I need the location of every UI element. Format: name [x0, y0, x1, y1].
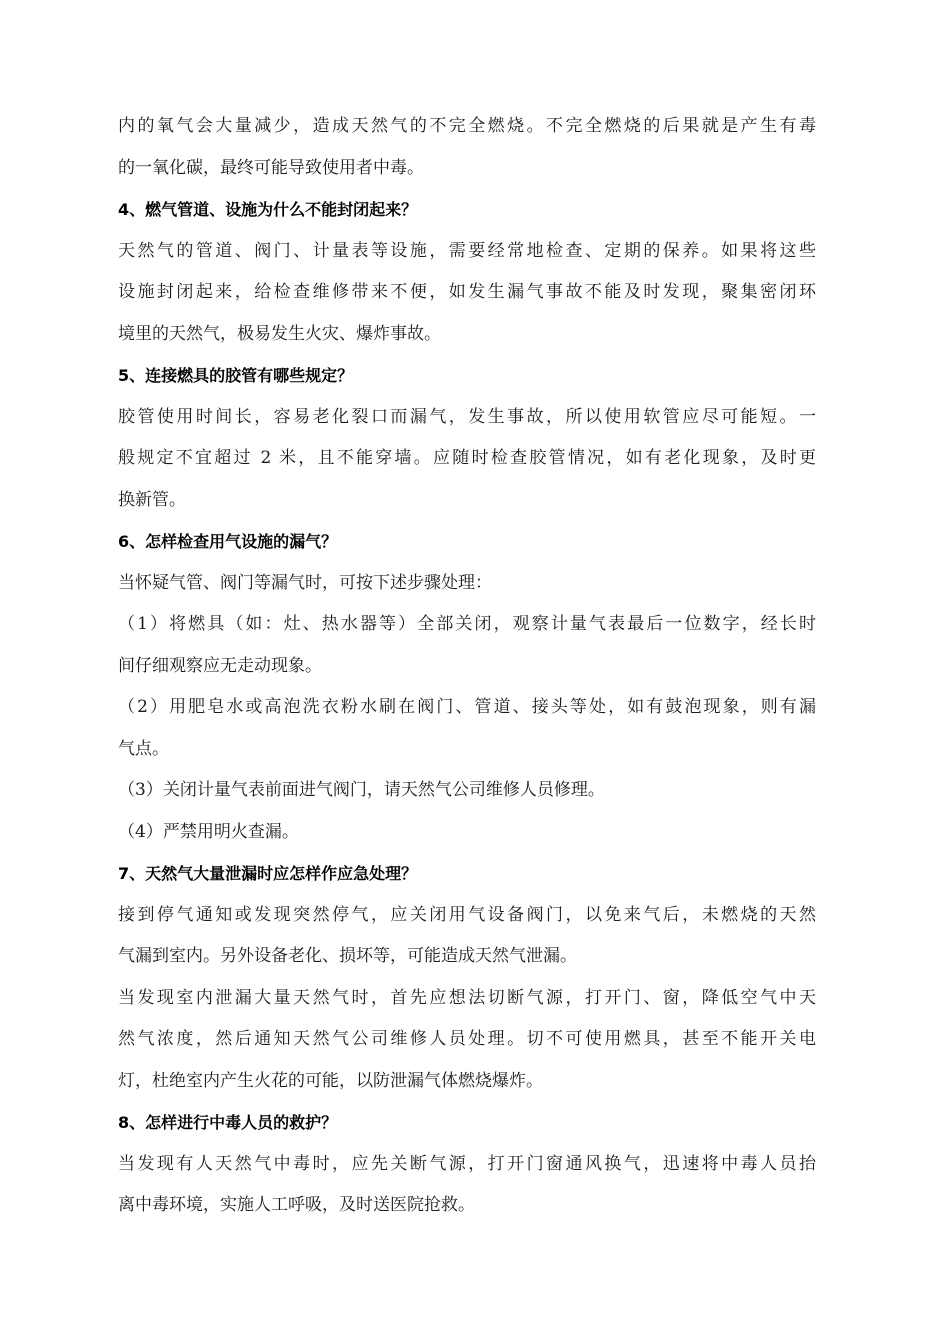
paragraph-line: 灯，杜绝室内产生火花的可能，以防泄漏气体燃烧爆炸。 — [118, 1070, 543, 1091]
paragraph-line: 气漏到室内。另外设备老化、损坏等，可能造成天然气泄漏。 — [118, 946, 577, 966]
section-heading-8: 8、怎样进行中毒人员的救护？ — [118, 1113, 338, 1132]
list-item-line: 气点。 — [118, 738, 169, 759]
paragraph-line: 内的氧气会大量减少，造成天然气的不完全燃烧。不完全燃烧的后果就是产生有毒 — [118, 116, 816, 136]
paragraph-line: 天然气的管道、阀门、计量表等设施，需要经常地检查、定期的保养。如果将这些 — [118, 240, 816, 261]
list-item-line: （4）严禁用明火查漏。 — [118, 821, 299, 842]
paragraph-line: 然气浓度，然后通知天然气公司维修人员处理。切不可使用燃具，甚至不能开关电 — [118, 1029, 816, 1049]
paragraph-line: 接到停气通知或发现突然停气，应关闭用气设备阀门，以免来气后，未燃烧的天然 — [118, 904, 816, 925]
section-heading-7: 7、天然气大量泄漏时应怎样作应急处理？ — [118, 864, 418, 883]
paragraph-line: 的一氧化碳，最终可能导致使用者中毒。 — [118, 157, 424, 178]
paragraph-line: 换新管。 — [118, 489, 186, 510]
list-item-line: 间仔细观察应无走动现象。 — [118, 655, 322, 676]
paragraph-line: 境里的天然气，极易发生火灾、爆炸事故。 — [118, 323, 441, 344]
section-heading-5: 5、连接燃具的胶管有哪些规定？ — [118, 366, 354, 385]
paragraph-line: 胶管使用时间长，容易老化裂口而漏气，发生事故，所以使用软管应尽可能短。一 — [118, 406, 816, 427]
list-item-line: （1）将燃具（如：灶、热水器等）全部关闭，观察计量气表最后一位数字，经长时 — [118, 614, 816, 634]
paragraph-line: 当发现室内泄漏大量天然气时，首先应想法切断气源，打开门、窗，降低空气中天 — [118, 987, 816, 1008]
paragraph-line: 般规定不宜超过 2 米，且不能穿墙。应随时检查胶管情况，如有老化现象，及时更 — [118, 448, 816, 468]
list-item-line: （2）用肥皂水或高泡洗衣粉水刷在阀门、管道、接头等处，如有鼓泡现象，则有漏 — [118, 697, 816, 717]
paragraph-line: 当发现有人天然气中毒时，应先关断气源，打开门窗通风换气，迅速将中毒人员抬 — [118, 1153, 816, 1174]
paragraph-line: 当怀疑气管、阀门等漏气时，可按下述步骤处理： — [118, 572, 492, 593]
list-item-line: （3）关闭计量气表前面进气阀门，请天然气公司维修人员修理。 — [118, 780, 605, 800]
paragraph-line: 设施封闭起来，给检查维修带来不便，如发生漏气事故不能及时发现，聚集密闭环 — [118, 282, 816, 302]
paragraph-line: 离中毒环境，实施人工呼吸，及时送医院抢救。 — [118, 1195, 475, 1215]
section-heading-6: 6、怎样检查用气设施的漏气？ — [118, 532, 338, 551]
section-heading-4: 4、燃气管道、设施为什么不能封闭起来？ — [118, 200, 418, 219]
document-page — [118, 106, 816, 1227]
